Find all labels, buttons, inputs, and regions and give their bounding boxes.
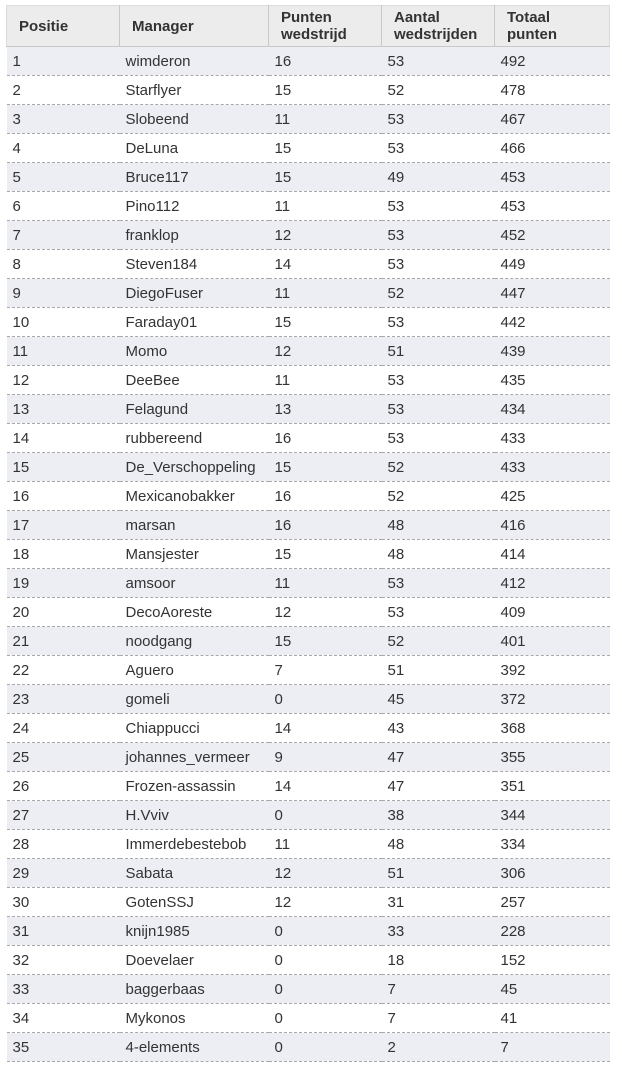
cell-manager: Slobeend: [120, 105, 269, 134]
standings-table: [6, 5, 610, 1062]
cell-punten-wedstrijd: 11: [269, 569, 382, 598]
table-row: [7, 598, 610, 627]
cell-totaal-punten: 41: [495, 1004, 610, 1033]
cell-aantal-wedstrijden: 48: [382, 511, 495, 540]
cell-aantal-wedstrijden: 53: [382, 47, 495, 76]
cell-punten-wedstrijd: 12: [269, 337, 382, 366]
header-punten-wedstrijd[interactable]: [269, 6, 382, 47]
cell-punten-wedstrijd: 13: [269, 395, 382, 424]
cell-manager: H.Vviv: [120, 801, 269, 830]
table-row: [7, 511, 610, 540]
cell-totaal-punten: 351: [495, 772, 610, 801]
cell-positie: 14: [7, 424, 120, 453]
table-row: [7, 714, 610, 743]
cell-punten-wedstrijd: 16: [269, 511, 382, 540]
table-row: [7, 424, 610, 453]
cell-aantal-wedstrijden: 7: [382, 975, 495, 1004]
cell-aantal-wedstrijden: 53: [382, 250, 495, 279]
table-row: [7, 395, 610, 424]
cell-positie: 26: [7, 772, 120, 801]
table-row: [7, 163, 610, 192]
cell-manager: baggerbaas: [120, 975, 269, 1004]
cell-punten-wedstrijd: 12: [269, 598, 382, 627]
cell-manager: knijn1985: [120, 917, 269, 946]
cell-totaal-punten: 434: [495, 395, 610, 424]
header-label-line: Manager: [132, 17, 194, 35]
cell-positie: 25: [7, 743, 120, 772]
cell-punten-wedstrijd: 14: [269, 714, 382, 743]
table-row: [7, 888, 610, 917]
cell-manager: noodgang: [120, 627, 269, 656]
cell-totaal-punten: 355: [495, 743, 610, 772]
cell-positie: 15: [7, 453, 120, 482]
cell-totaal-punten: 401: [495, 627, 610, 656]
cell-positie: 21: [7, 627, 120, 656]
cell-manager: DeeBee: [120, 366, 269, 395]
cell-punten-wedstrijd: 0: [269, 801, 382, 830]
cell-punten-wedstrijd: 0: [269, 685, 382, 714]
cell-positie: 16: [7, 482, 120, 511]
cell-manager: De_Verschoppeling: [120, 453, 269, 482]
cell-manager: 4-elements: [120, 1033, 269, 1062]
cell-manager: rubbereend: [120, 424, 269, 453]
cell-positie: 28: [7, 830, 120, 859]
table-row: [7, 859, 610, 888]
cell-aantal-wedstrijden: 51: [382, 859, 495, 888]
cell-positie: 29: [7, 859, 120, 888]
cell-aantal-wedstrijden: 31: [382, 888, 495, 917]
cell-manager: Faraday01: [120, 308, 269, 337]
cell-manager: marsan: [120, 511, 269, 540]
cell-totaal-punten: 416: [495, 511, 610, 540]
cell-aantal-wedstrijden: 53: [382, 366, 495, 395]
table-row: [7, 772, 610, 801]
cell-punten-wedstrijd: 12: [269, 221, 382, 250]
cell-manager: wimderon: [120, 47, 269, 76]
cell-punten-wedstrijd: 12: [269, 859, 382, 888]
cell-aantal-wedstrijden: 49: [382, 163, 495, 192]
cell-positie: 22: [7, 656, 120, 685]
cell-totaal-punten: 257: [495, 888, 610, 917]
cell-totaal-punten: 392: [495, 656, 610, 685]
cell-positie: 4: [7, 134, 120, 163]
table-row: [7, 946, 610, 975]
cell-punten-wedstrijd: 11: [269, 192, 382, 221]
cell-manager: DeLuna: [120, 134, 269, 163]
table-row: [7, 685, 610, 714]
cell-positie: 35: [7, 1033, 120, 1062]
cell-totaal-punten: 435: [495, 366, 610, 395]
cell-punten-wedstrijd: 11: [269, 279, 382, 308]
cell-positie: 32: [7, 946, 120, 975]
cell-aantal-wedstrijden: 51: [382, 656, 495, 685]
table-row: [7, 453, 610, 482]
cell-punten-wedstrijd: 0: [269, 1033, 382, 1062]
cell-punten-wedstrijd: 0: [269, 975, 382, 1004]
cell-punten-wedstrijd: 15: [269, 540, 382, 569]
cell-manager: GotenSSJ: [120, 888, 269, 917]
cell-aantal-wedstrijden: 53: [382, 192, 495, 221]
cell-totaal-punten: 478: [495, 76, 610, 105]
cell-punten-wedstrijd: 14: [269, 250, 382, 279]
cell-positie: 11: [7, 337, 120, 366]
cell-aantal-wedstrijden: 52: [382, 482, 495, 511]
cell-positie: 13: [7, 395, 120, 424]
table-row: [7, 76, 610, 105]
cell-totaal-punten: 466: [495, 134, 610, 163]
table-row: [7, 250, 610, 279]
table-row: [7, 540, 610, 569]
table-row: [7, 743, 610, 772]
cell-aantal-wedstrijden: 45: [382, 685, 495, 714]
cell-aantal-wedstrijden: 52: [382, 453, 495, 482]
cell-totaal-punten: 372: [495, 685, 610, 714]
cell-aantal-wedstrijden: 48: [382, 540, 495, 569]
cell-punten-wedstrijd: 15: [269, 134, 382, 163]
table-body: [7, 47, 610, 1062]
cell-positie: 10: [7, 308, 120, 337]
cell-punten-wedstrijd: 15: [269, 76, 382, 105]
cell-aantal-wedstrijden: 52: [382, 76, 495, 105]
header-label-line: Positie: [19, 17, 69, 35]
cell-aantal-wedstrijden: 53: [382, 424, 495, 453]
header-label-line: punten: [507, 26, 557, 43]
table-row: [7, 134, 610, 163]
cell-manager: Doevelaer: [120, 946, 269, 975]
cell-aantal-wedstrijden: 52: [382, 627, 495, 656]
cell-punten-wedstrijd: 7: [269, 656, 382, 685]
cell-totaal-punten: 409: [495, 598, 610, 627]
cell-aantal-wedstrijden: 47: [382, 743, 495, 772]
cell-manager: Pino112: [120, 192, 269, 221]
cell-totaal-punten: 45: [495, 975, 610, 1004]
cell-aantal-wedstrijden: 53: [382, 134, 495, 163]
table-row: [7, 830, 610, 859]
cell-positie: 23: [7, 685, 120, 714]
cell-punten-wedstrijd: 9: [269, 743, 382, 772]
cell-totaal-punten: 334: [495, 830, 610, 859]
header-totaal-punten[interactable]: [495, 6, 610, 47]
cell-manager: Steven184: [120, 250, 269, 279]
cell-manager: Mykonos: [120, 1004, 269, 1033]
cell-totaal-punten: 412: [495, 569, 610, 598]
cell-aantal-wedstrijden: 2: [382, 1033, 495, 1062]
cell-totaal-punten: 368: [495, 714, 610, 743]
cell-manager: Mansjester: [120, 540, 269, 569]
table-row: [7, 308, 610, 337]
cell-aantal-wedstrijden: 7: [382, 1004, 495, 1033]
cell-totaal-punten: 492: [495, 47, 610, 76]
table-row: [7, 221, 610, 250]
cell-aantal-wedstrijden: 38: [382, 801, 495, 830]
cell-manager: Momo: [120, 337, 269, 366]
table-row: [7, 975, 610, 1004]
cell-totaal-punten: 414: [495, 540, 610, 569]
cell-aantal-wedstrijden: 33: [382, 917, 495, 946]
cell-totaal-punten: 453: [495, 163, 610, 192]
table-row: [7, 917, 610, 946]
header-positie[interactable]: [7, 6, 120, 47]
cell-aantal-wedstrijden: 53: [382, 221, 495, 250]
table-row: [7, 627, 610, 656]
cell-positie: 3: [7, 105, 120, 134]
cell-positie: 6: [7, 192, 120, 221]
table-row: [7, 279, 610, 308]
cell-aantal-wedstrijden: 53: [382, 395, 495, 424]
cell-manager: johannes_vermeer: [120, 743, 269, 772]
cell-punten-wedstrijd: 15: [269, 308, 382, 337]
cell-aantal-wedstrijden: 18: [382, 946, 495, 975]
table-row: [7, 192, 610, 221]
cell-manager: gomeli: [120, 685, 269, 714]
cell-positie: 5: [7, 163, 120, 192]
cell-punten-wedstrijd: 11: [269, 366, 382, 395]
cell-positie: 30: [7, 888, 120, 917]
cell-aantal-wedstrijden: 53: [382, 598, 495, 627]
cell-manager: Aguero: [120, 656, 269, 685]
cell-positie: 34: [7, 1004, 120, 1033]
cell-totaal-punten: 228: [495, 917, 610, 946]
header-label-line: wedstrijden: [394, 26, 478, 43]
cell-totaal-punten: 439: [495, 337, 610, 366]
header-row: [7, 6, 610, 47]
cell-totaal-punten: 306: [495, 859, 610, 888]
cell-manager: Sabata: [120, 859, 269, 888]
cell-punten-wedstrijd: 14: [269, 772, 382, 801]
cell-totaal-punten: 344: [495, 801, 610, 830]
cell-totaal-punten: 442: [495, 308, 610, 337]
cell-positie: 9: [7, 279, 120, 308]
cell-manager: DiegoFuser: [120, 279, 269, 308]
table-row: [7, 656, 610, 685]
cell-punten-wedstrijd: 16: [269, 47, 382, 76]
table-row: [7, 1004, 610, 1033]
table-row: [7, 482, 610, 511]
cell-positie: 31: [7, 917, 120, 946]
cell-positie: 19: [7, 569, 120, 598]
cell-punten-wedstrijd: 15: [269, 163, 382, 192]
cell-manager: Starflyer: [120, 76, 269, 105]
table-row: [7, 337, 610, 366]
cell-manager: amsoor: [120, 569, 269, 598]
cell-aantal-wedstrijden: 43: [382, 714, 495, 743]
cell-manager: Chiappucci: [120, 714, 269, 743]
cell-totaal-punten: 449: [495, 250, 610, 279]
cell-punten-wedstrijd: 12: [269, 888, 382, 917]
cell-aantal-wedstrijden: 47: [382, 772, 495, 801]
cell-totaal-punten: 433: [495, 453, 610, 482]
cell-positie: 17: [7, 511, 120, 540]
table-row: [7, 366, 610, 395]
cell-positie: 8: [7, 250, 120, 279]
cell-punten-wedstrijd: 11: [269, 105, 382, 134]
cell-punten-wedstrijd: 11: [269, 830, 382, 859]
cell-manager: franklop: [120, 221, 269, 250]
cell-totaal-punten: 433: [495, 424, 610, 453]
cell-totaal-punten: 425: [495, 482, 610, 511]
cell-totaal-punten: 152: [495, 946, 610, 975]
cell-punten-wedstrijd: 0: [269, 1004, 382, 1033]
cell-totaal-punten: 467: [495, 105, 610, 134]
cell-positie: 2: [7, 76, 120, 105]
cell-manager: DecoAoreste: [120, 598, 269, 627]
table-row: [7, 801, 610, 830]
cell-positie: 18: [7, 540, 120, 569]
cell-manager: Frozen-assassin: [120, 772, 269, 801]
cell-totaal-punten: 452: [495, 221, 610, 250]
header-label-line: Totaal: [507, 9, 551, 26]
cell-positie: 20: [7, 598, 120, 627]
cell-aantal-wedstrijden: 53: [382, 569, 495, 598]
cell-aantal-wedstrijden: 51: [382, 337, 495, 366]
cell-positie: 24: [7, 714, 120, 743]
cell-manager: Felagund: [120, 395, 269, 424]
cell-manager: Bruce117: [120, 163, 269, 192]
cell-punten-wedstrijd: 16: [269, 424, 382, 453]
cell-totaal-punten: 7: [495, 1033, 610, 1062]
cell-manager: Mexicanobakker: [120, 482, 269, 511]
header-label-line: Aantal: [394, 9, 440, 26]
cell-punten-wedstrijd: 0: [269, 946, 382, 975]
table-row: [7, 47, 610, 76]
table-row: [7, 569, 610, 598]
cell-aantal-wedstrijden: 53: [382, 308, 495, 337]
cell-positie: 7: [7, 221, 120, 250]
cell-punten-wedstrijd: 0: [269, 917, 382, 946]
cell-manager: Immerdebestebob: [120, 830, 269, 859]
header-label-line: Punten: [281, 9, 332, 26]
cell-positie: 27: [7, 801, 120, 830]
cell-punten-wedstrijd: 16: [269, 482, 382, 511]
header-label-line: wedstrijd: [281, 26, 347, 43]
cell-aantal-wedstrijden: 52: [382, 279, 495, 308]
cell-positie: 33: [7, 975, 120, 1004]
table-row: [7, 1033, 610, 1062]
cell-totaal-punten: 447: [495, 279, 610, 308]
cell-punten-wedstrijd: 15: [269, 627, 382, 656]
cell-aantal-wedstrijden: 48: [382, 830, 495, 859]
header-aantal-wedstrijden[interactable]: [382, 6, 495, 47]
cell-aantal-wedstrijden: 53: [382, 105, 495, 134]
table-row: [7, 105, 610, 134]
cell-totaal-punten: 453: [495, 192, 610, 221]
cell-positie: 12: [7, 366, 120, 395]
table-header: [7, 6, 610, 47]
cell-positie: 1: [7, 47, 120, 76]
header-manager[interactable]: [120, 6, 269, 47]
cell-punten-wedstrijd: 15: [269, 453, 382, 482]
